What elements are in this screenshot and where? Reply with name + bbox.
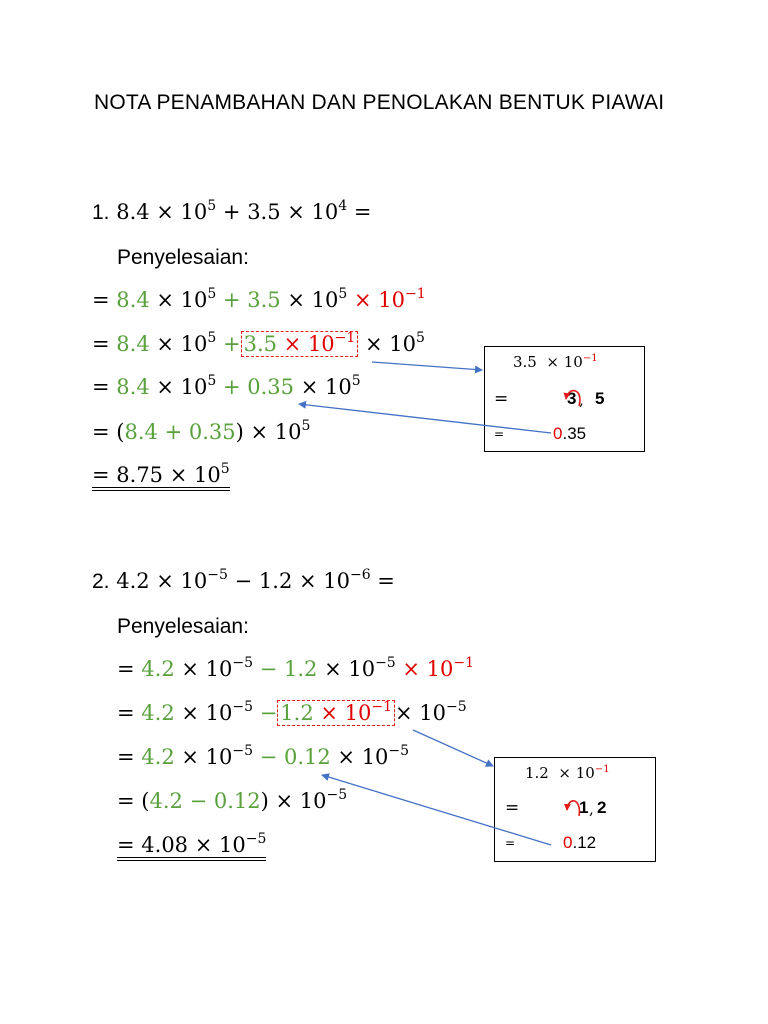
answer-value: 8.75: [116, 463, 164, 487]
arrow-from-box-1: [299, 404, 551, 433]
exponent: −5: [388, 743, 410, 759]
term: 8.4: [116, 332, 150, 356]
final-answer: = $8.75 \times 10^5$: [92, 463, 230, 491]
exponent: −6: [349, 567, 371, 583]
example-1-step-1: = $8.4 \times 10^5 + 3.5 \times 10^5 \times 10^{-1}$: [92, 286, 426, 312]
operator: −: [189, 789, 208, 813]
box-equals: =: [494, 427, 505, 441]
term: 8.4: [116, 375, 150, 399]
operator: +: [222, 375, 241, 399]
box-digit: 2: [597, 798, 607, 817]
term: 1.2: [258, 569, 293, 593]
box-equals: =: [505, 836, 516, 850]
exponent: 5: [207, 330, 217, 346]
example-1-step-2: = $8.4 \times 10^5 + 3.5 \times 10^{-1} \times 10^5$: [92, 330, 425, 356]
exponent: 5: [207, 373, 217, 389]
factor-base: 10: [426, 657, 454, 681]
factor-base: 10: [344, 701, 372, 725]
example-2-step-3: = $4.2 \times 10^{-5} - 0.12 \times 10^{-5}$: [117, 743, 410, 769]
page-title: NOTA PENAMBAHAN DAN PENOLAKAN BENTUK PIAWAI: [94, 91, 665, 114]
highlight-box: $3.5 \times 10^{-1}$: [241, 331, 359, 357]
operator: +: [222, 288, 241, 312]
exponent: −5: [232, 655, 253, 671]
box-top-expression: $1.2 \times 10^{-1}$: [525, 764, 610, 782]
term: 0.12: [283, 745, 331, 769]
exponent: 5: [415, 330, 425, 346]
box-number: 1.2: [525, 764, 549, 782]
exponent: −5: [326, 787, 348, 803]
box-digits: .12: [572, 833, 597, 852]
term: 4.2: [149, 789, 183, 813]
box-digit: 5: [595, 389, 605, 408]
red-factor: × $10^{-1}$: [353, 286, 426, 312]
term: 0.35: [247, 375, 295, 399]
operator: −: [259, 701, 278, 725]
term: 8.4: [124, 420, 158, 444]
box-decimal-point: ,: [579, 391, 584, 409]
exponent: −1: [404, 286, 426, 302]
exponent: −1: [334, 330, 356, 346]
box-exponent: −1: [582, 353, 598, 364]
example-2-step-4: = $(4.2 - 0.12) \times 10^{-5}$: [117, 787, 348, 813]
example-1-step-3: = $8.4 \times 10^5 + 0.35 \times 10^5$: [92, 373, 361, 399]
answer-value: 4.08: [141, 833, 189, 857]
exponent: 5: [207, 286, 217, 302]
example-number: 1.: [92, 201, 110, 224]
arrow-to-box-1: [372, 362, 482, 370]
term: 8.4: [116, 200, 150, 224]
final-answer: = $4.08 \times 10^{-5}$: [117, 833, 266, 861]
decimal-shift-arrow-2: [567, 801, 579, 816]
term: 3.5: [247, 288, 281, 312]
example-1-step-4: = $(8.4 + 0.35) \times 10^5$: [92, 418, 311, 444]
example-number: 2.: [92, 570, 110, 593]
exponent: 5: [351, 373, 361, 389]
operator: −: [234, 569, 253, 593]
exponent: −1: [453, 655, 475, 671]
example-1-question: 1. $8.4 \times 10^5 + 3.5 \times 10^4$ =: [92, 198, 372, 224]
box-zero: 0: [553, 424, 563, 443]
exponent: 5: [301, 418, 311, 434]
exponent: 4: [338, 198, 348, 214]
term: 3.5: [247, 200, 281, 224]
decimal-shift-arrow-1: [566, 391, 580, 406]
factor-base: 10: [378, 288, 405, 312]
term: 4.2: [141, 745, 175, 769]
exponent: −5: [232, 699, 253, 715]
operator: −: [259, 657, 278, 681]
term: 4.2: [141, 701, 175, 725]
term: 4.2: [141, 657, 175, 681]
example-2-question: 2. $4.2 \times 10^{-5} - 1.2 \times 10^{-6}$ =: [92, 567, 395, 593]
exponent: −5: [446, 699, 467, 715]
box-decimal-point: ,: [589, 800, 594, 818]
solution-label: Penyelesaian:: [117, 615, 249, 638]
term: 1.2: [280, 701, 314, 725]
arrow-to-box-2: [413, 730, 493, 766]
term: 0.35: [188, 420, 236, 444]
exponent: 5: [207, 198, 217, 214]
exponent: −5: [207, 567, 228, 583]
box-digit: 3: [567, 389, 577, 408]
example-2-step-1: = $4.2 \times 10^{-5} - 1.2 \times 10^{-5} \times 10^{-1}$: [117, 655, 475, 681]
exponent: 5: [220, 461, 230, 477]
operator: +: [222, 200, 241, 224]
exponent: −5: [245, 831, 267, 847]
box-base: 10: [563, 353, 583, 371]
term: 4.2: [116, 569, 150, 593]
red-factor: × $10^{-1}$: [402, 655, 475, 681]
box-equals: =: [494, 389, 509, 409]
operator: +: [222, 332, 241, 356]
operator: −: [259, 745, 278, 769]
highlight-box: $1.2 \times 10^{-1}$: [277, 700, 395, 726]
factor-base: 10: [307, 332, 335, 356]
solution-label: Penyelesaian:: [117, 246, 249, 269]
box-digits: .35: [562, 424, 587, 443]
exponent: −5: [232, 743, 253, 759]
example-2-step-2: = $4.2 \times 10^{-5} - 1.2 \times 10^{-1} \times 10^{-5}$: [117, 699, 467, 725]
box-equals: =: [505, 798, 520, 818]
operator: +: [164, 420, 183, 444]
box-number: 3.5: [513, 353, 537, 371]
term: 1.2: [283, 657, 318, 681]
arrow-from-box-2: [322, 775, 551, 845]
box-top-expression: $3.5 \times 10^{-1}$: [513, 353, 598, 371]
box-zero: 0: [563, 833, 573, 852]
box-digit: 1: [579, 798, 589, 817]
term: 0.12: [213, 789, 261, 813]
box-exponent: −1: [594, 764, 610, 775]
term: 3.5: [243, 332, 277, 356]
box-base: 10: [575, 764, 595, 782]
exponent: −1: [371, 699, 393, 715]
exponent: −5: [375, 655, 396, 671]
exponent: 5: [338, 286, 348, 302]
term: 8.4: [116, 288, 150, 312]
